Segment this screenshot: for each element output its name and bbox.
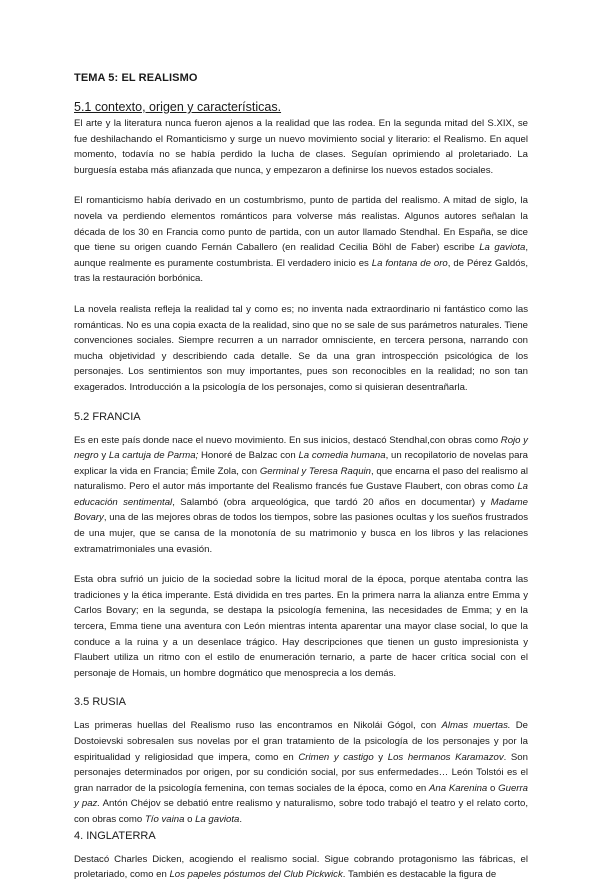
document-title: TEMA 5: EL REALISMO	[74, 72, 198, 84]
section-1-paragraph-3: La novela realista refleja la realidad tal y como es; no inventa nada extraordinario ni fantástico como las románticas. No es una copia exacta de la realidad, sino que no se sale de sus parámetros naturales. Tiene convenciones sociales. Siempre recurren a un narrador omnisciente, en tercera persona, narrando con mucha objetividad y describiendo cada detalle. Se da una gran introspección psicológica de los personajes. Los sentimientos son muy importantes, pues son reconocibles en la realidad; no son tan exagerados. Introducción a la psicología de los personajes, como si quisieran desentrañarla.	[74, 303, 528, 393]
document-body	[74, 64, 528, 883]
section-2-heading: 5.2 FRANCIA	[74, 410, 141, 423]
section-4-heading: 4. INGLATERRA	[74, 829, 156, 842]
section-4-paragraph-1: Destacó Charles Dicken, acogiendo el realismo social. Sigue cobrando protagonismo las fábricas, el proletariado, como en Los papeles póstumos del Club Pickwick. También es destacable la figura de	[74, 853, 528, 881]
section-3-paragraph-1: Las primeras huellas del Realismo ruso las encontramos en Nikolái Gógol, con Almas muertas. De Dostoievski sobresalen sus novelas por el gran tratamiento de la psicología de los personajes y por la espiritualidad y religiosidad que impera, como en Crimen y castigo y Los hermanos Karamazov. Son personajes determinados por origen, por su condición social, por sus enfermedades… León Tolstói es el gran narrador de la psicología femenina, con temas sociales de la época, como en Ana Karenina o Guerra y paz. Antón Chéjov se debatió entre realismo y naturalismo, sobre todo trabajó el teatro y el relato corto, con obras como Tío vaina o La gaviota.	[74, 720, 529, 825]
section-1-heading: 5.1 contexto, origen y características.	[74, 100, 282, 114]
section-2-paragraph-1: Es en este país donde nace el nuevo movimiento. En sus inicios, destacó Stendhal,con obras como Rojo y negro y La cartuja de Parma; Honoré de Balzac con La comedia humana, un recopilatorio de novelas para explicar la vida en Francia; Émile Zola, con Germinal y Teresa Raquin, que encarna el paso del realismo al naturalismo. Pero el autor más importante del Realismo francés fue Gustave Flaubert, con obras como La educación sentimental, Salambó (obra arqueológica, que tardó 20 años en documentar) y Madame Bovary, una de las mejores obras de todos los tiempos, sobre las pasiones ocultas y los sueños frustrados de una mujer, que se cansa de la monotonía de su matrimonio y busca en los libros y las relaciones extramatrimoniales una evasión.	[74, 434, 529, 555]
section-3-heading: 3.5 RUSIA	[74, 696, 126, 709]
section-1-paragraph-2: El romanticismo había derivado en un costumbrismo, punto de partida del realismo. A mitad de siglo, la novela va perdiendo elementos románticos para volverse más realistas. Algunos autores señalan la década de los 30 en Francia como punto de partida, con un autor llamado Stendhal. En España, se dice que tiene su origen cuando Fernán Caballero (en realidad Cecilia Böhl de Faber) escribe La gaviota, aunque realmente es puramente costumbrista. El verdadero inicio es La fontana de oro, de Pérez Galdós, tras la restauración borbónica.	[74, 195, 528, 285]
section-2-paragraph-2: Esta obra sufrió un juicio de la sociedad sobre la licitud moral de la época, porque atentaba contra las tradiciones y la ética imperante. Está dividida en tres partes. En la primera narra la alianza entre Emma y Carlos Bovary; en la segunda, se destapa la psicología femenina, las necesidades de Emma; y en la tercera, Emma tiene una aventura con León mientras intenta aparentar una mayor clase social, lo que la conduce a la ruina y a un desenlace trágico. Hay descripciones que tienen un gusto impresionista y Flaubert utiliza un ritmo con el estilo de enumeración ternario, a parte de hacer crítica social con el personaje de Homais, un hombre dogmático que menosprecia a los demás.	[74, 574, 528, 679]
section-1-paragraph-1: El arte y la literatura nunca fueron ajenos a la realidad que las rodea. En la segunda mitad del S.XIX, se fue deshilachando el Romanticismo y surge un nuevo movimiento social y literario: el Realismo. En aquel momento, todavía no se había perdido la lucha de clases. Seguían oprimiendo al proletariado. La burguesía estaba más afianzada que nunca, y empezaron a definirse los nuevos estados sociales.	[74, 118, 528, 176]
